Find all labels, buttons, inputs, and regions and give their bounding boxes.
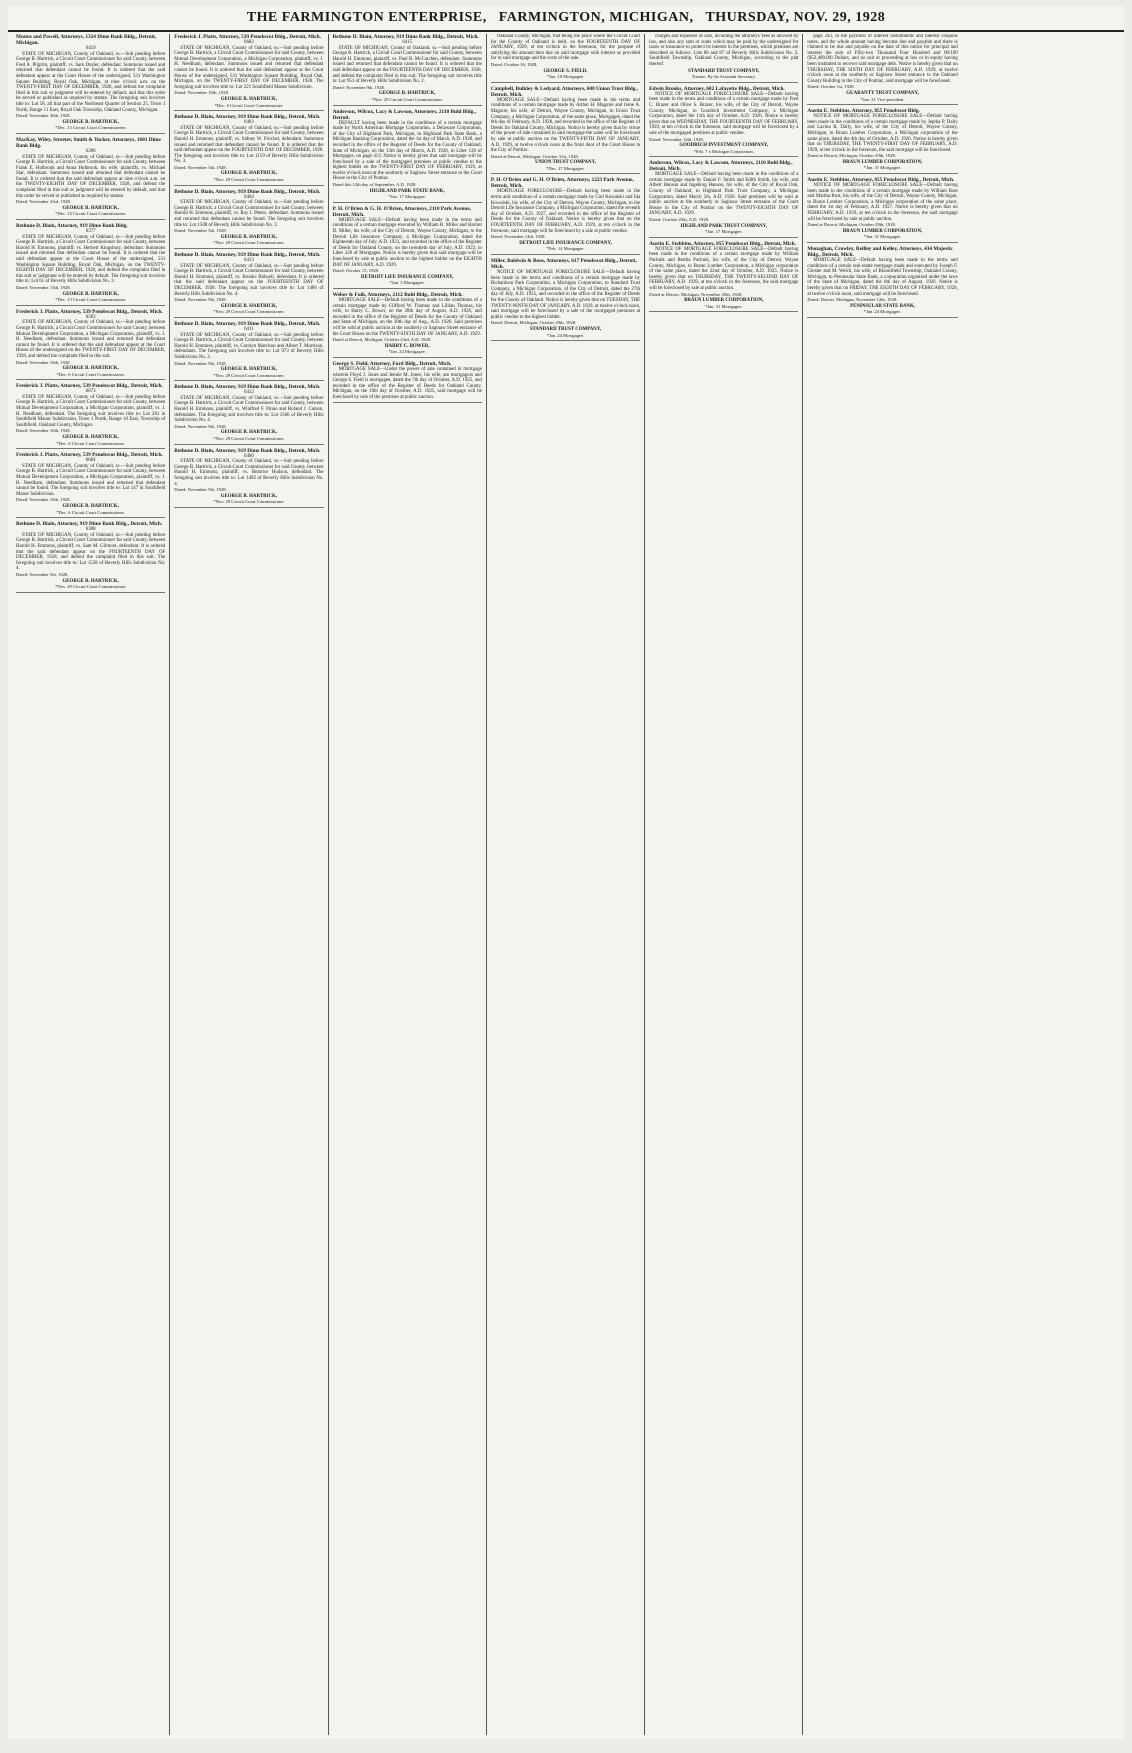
legal-notice xyxy=(16,223,165,306)
notice-body: STATE OF MICHIGAN, County of Oakland, ss.—Suit pending before George B. Hartrick, a Circuit Court Commissioner for said County, between Harold H. Emmons, plaintiff, vs. Sam M. Gilmore, defendant. It is ordered that the said defendant appear on the FOURTEENTH DAY OF DECEMBER, 1928, and defend the complaint filed in this suit. The foregoing suit involves title to: Lot 1558 of Beverly Hills Subdivision No. 4. xyxy=(16,532,166,572)
legal-notice xyxy=(491,86,640,175)
notice-signer-title: *Nov. 29 Circuit Court Commissioner. xyxy=(213,372,285,378)
notice-attorney: MacKay, Wiley, Streeter, Smith & Tucker, Attorneys, 1601 Dime Bank Bldg. xyxy=(16,136,161,149)
notice-body: NOTICE OF MORTGAGE FORECLOSURE SALE—Default having been made in the terms and conditions of a certain mortgage made by Fred C. Brazer and Olive S. Brazer, his wife, of the City of Detroit, Wayne County, Michigan, to Goodrich Investment Company, a Michigan Corporation, dated the 11th day of October, A.D. 1926. Notice is hereby given that on WEDNESDAY, THE FOURTEENTH DAY OF FEBRUARY, 1929, at ten o'clock in the forenoon, said mortgage will be foreclosed by a sale of the mortgaged premises at public vendue. xyxy=(649,91,799,136)
notice-signer-title: Trustee, By Its Assistant Secretary. xyxy=(691,74,756,80)
legal-notice xyxy=(649,34,798,83)
notice-date: Dated: November 9th, 1928. xyxy=(332,84,385,90)
notice-number: 6583 xyxy=(85,314,96,320)
notice-body: STATE OF MICHIGAN, County of Oakland, ss.—Suit pending before George B. Hartrick, a Circuit Court Commissioner for said County, between Fred A. Pilgrim, plaintiff, vs. Sam Dozier, defendant. Summons issued and returned that defendant cannot be found. It is ordered that the said defendant appear at the Court House of the undersigned, 531 Washington Square Building, Royal Oak, Michigan, at nine o'clock a.m. on the TWENTY-FIRST DAY OF DECEMBER, 1928, and defend the complaint filed in this suit or judgment will be entered by default, and that this order be served or published as required by statute. The foregoing suit involves title to: Lot 58, all that part of the Northeast Quarter of Section 25, Town 1 North, Range 11 East, Royal Oak Township, Oakland County, Michigan. xyxy=(16,51,166,113)
notice-number: 6415 xyxy=(402,40,413,45)
column-2 xyxy=(170,34,328,1735)
legal-notice xyxy=(16,309,165,381)
notice-date: Dated: November 5th, 1928. xyxy=(174,228,227,234)
notice-signature: DETROIT LIFE INSURANCE COMPANY, xyxy=(360,274,454,280)
newspaper-page xyxy=(8,6,1124,1739)
notice-attorney: Campbell, Bulkley & Ledyard, Attorneys, 600 Union Trust Bldg., Detroit, Mich. xyxy=(490,85,638,98)
notice-attorney: Bethune D. Blain, Attorney, 919 Dime Bank Bldg., Detroit, Mich. xyxy=(174,447,321,454)
notice-body: NOTICE OF MORTGAGE FORECLOSURE SALE—Default having been made in the conditions of a certain mortgage made by Jeptha P. Dally and Lavina R. Dally, his wife, of the City of Detroit, Wayne County, Michigan, to Braun Lumber Corporation, a Michigan corporation of the same place, dated the 4th day of October, A.D. 1926. Notice is hereby given that on THURSDAY, THE TWENTY-FIRST DAY OF FEBRUARY, A.D. 1929, at ten o'clock in the forenoon, the said mortgage will be foreclosed. xyxy=(807,114,958,153)
notice-signer-title: *Nov. 29 Circuit Court Commissioner. xyxy=(55,584,127,590)
notice-date: Dated: October 1st, 1928. xyxy=(807,84,855,90)
legal-notice xyxy=(649,160,798,238)
notice-number: 6684 xyxy=(85,458,96,464)
notice-signer-title: *Jan. 31 Mortgagee. xyxy=(705,303,743,309)
legal-notice xyxy=(333,109,482,203)
notice-body: STATE OF MICHIGAN, County of Oakland, ss.—Suit pending before George B. Hartrick, a Circuit Court Commissioner for said County, between Frank E. Holbrook and Anna Holbrook, his wife, plaintiffs, vs. Michael Star, defendant. Summons issued and returned that defendant cannot be found. It is ordered that the said defendant appear at nine o'clock a.m. on the TWENTY-EIGHTH DAY OF DECEMBER, 1928, and defend the complaint filed in this suit or judgment will be entered by default, and that this order be served or published as required by statute. xyxy=(16,154,166,199)
notice-signature: GEORGE B. HARTRICK, xyxy=(62,503,119,509)
notice-signer-title: *Dec. 6 Circuit Court Commissioner. xyxy=(56,440,125,446)
notice-date: Dated at Detroit, Michigan, October 31st, 1928. xyxy=(490,153,579,159)
legal-notice xyxy=(491,34,640,83)
notice-date: Dated: October 16, 1928. xyxy=(490,61,538,67)
notice-attorney: Frederick J. Platts, Attorney, 539 Penobscot Bldg., Detroit, Mich. xyxy=(16,308,163,315)
notice-attorney: Munro and Powell, Attorneys, 1324 Dime Bank Bldg., Detroit, Michigan. xyxy=(16,34,157,46)
notice-signer-title: *Jan. 10 Mortgagee. xyxy=(546,74,585,80)
notice-signer-title: *Jan. 17 Mortgagee. xyxy=(388,194,426,200)
notice-body: page 243, in the payment of interest installments and interest coupons notes, and the whole amount having become due and payable and there is claimed to be due and payable on the date of this notice for principal and interest the sum of Fifty-two Thousand Four Hundred and 00/100 ($52,400.00) Dollars, and no suit or proceeding at law or in equity having been instituted to recover said mortgage debt. Notice is hereby given that on THURSDAY, THE SIXTH DAY OF FEBRUARY, A.D. 1929, at twelve o'clock noon at the southerly or Saginaw Street entrance to the Oakland County Building in the City of Pontiac, said mortgage will be foreclosed. xyxy=(807,34,958,84)
notice-signature: GEORGE B. HARTRICK, xyxy=(62,205,119,211)
notice-body: STATE OF MICHIGAN, County of Oakland, ss.—Suit pending before George B. Hartrick, a Circuit Court Commissioner for said County, between Mutual Development Corporation, a Michigan Corporation, plaintiff, vs. J. H. Needham, defendant. Summons issued and returned that defendant cannot be found. The foregoing suit involves title to: Lot 147 in Southfield Manor Subdivision. xyxy=(16,463,166,497)
notice-signer-title: *Jan. 3 Mortgagee. xyxy=(389,280,425,286)
legal-notice xyxy=(16,452,165,518)
notice-body: STATE OF MICHIGAN, County of Oakland, ss.—Suit pending before George B. Hartrick, a Circuit Court Commissioner for said County, between Mutual Development Corporation, a Michigan Corporation, plaintiff, vs. J. H. Needham, defendant. Summons issued and returned that defendant cannot be found. It is ordered that the said defendant appear at the Court House of the undersigned, 531 Washington Square Building, Royal Oak, Michigan, on the TWENTY-FIRST DAY OF DECEMBER, 1928. The foregoing suit involves title to: Lot 221 Southfield Manor Subdivision. xyxy=(174,45,324,90)
notice-signer-title: *Feb. 14 Mortgagee. xyxy=(546,246,585,252)
legal-notice xyxy=(333,34,482,106)
notice-signer-title: *Jan. 17 Mortgagee. xyxy=(705,229,743,235)
notice-number: 6306 xyxy=(85,148,96,154)
notice-signer-title: *Nov. 29 Circuit Court Commissioner. xyxy=(213,309,285,315)
notice-date: Dated: October 15, 1928. xyxy=(332,268,380,274)
notice-attorney: Weber & Fuik, Attorneys, 2112 Buhl Bldg., Detroit, Mich. xyxy=(332,291,463,298)
notice-signer-title: *Nov. 29 Circuit Court Commissioner. xyxy=(213,436,285,442)
notice-signature: GEORGE B. HARTRICK, xyxy=(62,366,119,372)
notice-attorney: Austin E. Stebbins, Attorney, 855 Penobscot Bldg. xyxy=(807,108,920,115)
notice-signer-title: *Jan. 24 Mortgagee. xyxy=(546,332,585,338)
notice-signature: GOODRICH INVESTMENT COMPANY, xyxy=(679,143,769,149)
notice-date: Dated: November 9th, 1928. xyxy=(174,423,227,429)
notice-signature: GEORGE S. FIELD, xyxy=(543,68,588,74)
notice-date: Dated: Detroit, Michigan, November 12th, 1928. xyxy=(807,297,898,303)
legal-notice xyxy=(16,383,165,449)
notice-signature: STANDARD TRUST COMPANY, xyxy=(529,326,602,332)
legal-notice xyxy=(174,34,323,111)
legal-notice xyxy=(16,137,165,220)
legal-notice xyxy=(807,177,957,243)
notice-number: 6377 xyxy=(85,229,96,235)
notice-signer-title: *Jan. 31 Mortgagee. xyxy=(863,165,902,171)
legal-notice xyxy=(807,246,957,318)
notice-number: 6404 xyxy=(244,194,254,200)
legal-notice xyxy=(333,292,482,358)
notice-signature: GEORGE B. HARTRICK, xyxy=(62,119,119,125)
column-4 xyxy=(487,34,645,1735)
notice-body: MORTGAGE SALE—Under the power of sale contained in mortgage wherein Floyd J. Jones and Jennie M. Jones, his wife, are mortgagors and George S. Field is mortgagee, dated the 7th day of October, A.D. 1925, and recorded in the office of the Register of Deeds for Oakland County, Michigan, on the 10th day of October, A.D. 1925, said mortgage will be foreclosed by sale of the premises at public auction. xyxy=(332,366,482,400)
notice-number: 6400 xyxy=(244,453,254,459)
notice-body: MORTGAGE SALE—Default having been made in the conditions of a certain mortgage made by Daniel F. Smith and Edith Smith, his wife, and Albert Hanson and Ingeborg Hanson, his wife, of the City of Royal Oak, County of Oakland, to Highland Park Trust Company, a Michigan Corporation, dated March 5th, A.D. 1926. Said premises will be sold at public auction at the southerly or Saginaw Street entrance of the Court House in the City of Pontiac on the TWENTY-EIGHTH DAY OF JANUARY, A.D. 1929. xyxy=(649,172,799,217)
legal-notice-columns xyxy=(12,34,1120,1735)
legal-notice xyxy=(16,521,165,593)
notice-attorney: Edwin Brooks, Attorney, 602 Lafayette Bldg., Detroit, Mich. xyxy=(649,85,785,92)
notice-number: 6419 xyxy=(85,46,96,51)
notice-body: STATE OF MICHIGAN, County of Oakland, ss.—Suit pending before George B. Hartrick, a Circuit Court Commissioner for said County, between Mutual Development Corporation, a Michigan Corporation, plaintiff, vs. J. H. Needham, defendant. The foregoing suit involves title to: Lot 281 in Southfield Manor Subdivision, Town 1 North, Range 10 East, Township of Southfield, Oakland County, Michigan. xyxy=(16,394,166,428)
notice-attorney: Bethune D. Blain, Attorney, 919 Dime Bank Bldg., Detroit, Mich. xyxy=(174,384,321,391)
notice-signer-title: *Dec. 13 Circuit Court Commissioner. xyxy=(55,125,127,131)
notice-number: 6412 xyxy=(244,390,254,396)
notice-body: MORTGAGE SALE—Default having been made in the terms and conditions of a certain mortgage executed by William B. Miller and Harriet D. Miller, his wife, of the City of Detroit, Wayne County, Michigan, to the Detroit Life Insurance Company, a Michigan Corporation, dated the Eighteenth day of July, A.D. 1923, and recorded in the office of the Register of Deeds for Oakland County, on the twentieth day of July, A.D. 1923, in Liber 228 of Mortgages. Notice is hereby given that said mortgage will be foreclosed by sale at public auction to the highest bidder on the EIGHTH DAY OF JANUARY, A.D. 1929. xyxy=(332,217,482,268)
notice-attorney: Frederick J. Platts, Attorney, 539 Penobscot Bldg., Detroit, Mich. xyxy=(16,452,163,459)
notice-signature: GEORGE B. HARTRICK, xyxy=(220,171,278,177)
masthead xyxy=(8,6,1124,32)
notice-date: Dated: November 5th, 1928. xyxy=(174,164,227,170)
notice-signature: UNION TRUST COMPANY, xyxy=(535,160,596,166)
legal-notice xyxy=(174,114,323,186)
notice-date: Dated at Detroit, Michigan, October 29th, 1928. xyxy=(807,153,896,159)
notice-date: Dated: November 9th, 1928. xyxy=(174,360,227,366)
notice-body: STATE OF MICHIGAN, County of Oakland, ss.—Suit pending before George B. Hartrick, a Circuit Court Commissioner for said County, between Harold H. Emmons, plaintiff, vs. Brooks Bidwell, defendant. It is ordered that the said defendant appear on the FOURTEENTH DAY OF DECEMBER, 1928. The foregoing suit involves title to: Lot 1486 of Beverly Hills Subdivision No. 4. xyxy=(174,263,324,297)
notice-attorney: Austin E. Stebbins, Attorney, 855 Penobscot Bldg., Detroit, Mich. xyxy=(649,240,797,247)
notice-signature: GEORGE B. HARTRICK, xyxy=(62,435,119,441)
notice-signature: GEORGE B. HARTRICK, xyxy=(220,303,278,309)
notice-number: 6388 xyxy=(85,527,96,533)
notice-signature: HIGHLAND PARK STATE BANK, xyxy=(369,188,445,194)
legal-notice xyxy=(333,206,482,289)
notice-body: STATE OF MICHIGAN, County of Oakland, ss.—Suit pending before George B. Hartrick, a Circuit Court Commissioner for said County, between Harold H. Emmons, plaintiff, vs. Ray J. Peters, defendant. Summons issued and returned that defendant cannot be found. The foregoing suit involves title to: Lot 1508 of Beverly Hills Subdivision No. 3. xyxy=(174,200,324,228)
notice-date: Dated: November 10th, 1928. xyxy=(16,359,71,365)
legal-notice xyxy=(807,34,957,105)
notice-signer-title: *Nov. 29 Circuit Court Commissioner. xyxy=(371,96,443,102)
notice-signer-title: *Dec. 27 Mortgagee. xyxy=(546,165,585,171)
legal-notice xyxy=(333,361,482,404)
notice-signer-title: *Feb. 7 a Michigan Corporation. xyxy=(693,148,754,154)
notice-signer-title: *Nov. 29 Circuit Court Commissioner. xyxy=(213,499,285,505)
notice-signature: STANDARD TRUST COMPANY, xyxy=(688,68,760,74)
notice-body: charges and expenses of sale, including the attorneys' fees as allowed by law, and also any sum or sums which may be paid by the undersigned for taxes or insurance to protect its interest in the premises, which premises are described as follows: Lots 86 and 87 of Beverly Hills Subdivision No. 2, Southfield Township, Oakland County, Michigan, according to the plat thereof. xyxy=(649,34,799,67)
notice-body: MORTGAGE SALE—Default having been made in the terms and conditions of a certain mortgage made by Arthur H. Maguire and Irene A. Maguire, his wife, of Detroit, Wayne County, Michigan, to Union Trust Company, a Michigan Corporation, of the same place, Mortgagee, dated the 6th day of February, A.D. 1928, and recorded in the office of the Register of Deeds for Oakland County, Michigan. Notice is hereby given that by virtue of the power of sale contained in said mortgage the same will be foreclosed by sale at public auction on the TWENTY-FIFTH DAY OF JANUARY, A.D. 1929, at twelve o'clock noon at the front door of the Court House in the City of Pontiac. xyxy=(490,97,641,154)
notice-body: STATE OF MICHIGAN, County of Oakland, ss.—Suit pending before George B. Hartrick, a Circuit Court Commissioner for said County, between Harold H. Emmons, plaintiff, vs. Carolyn Morrison and Albert T. Morrison, defendants. The foregoing suit involves title to: Lot 973 of Beverly Hills Subdivision No. 2. xyxy=(174,332,324,360)
notice-signature: DETROIT LIFE INSURANCE COMPANY, xyxy=(519,240,612,246)
legal-notice xyxy=(174,384,323,444)
notice-number: 6682 xyxy=(244,40,254,45)
notice-date: Dated: November 9th, 1928. xyxy=(174,487,227,493)
notice-signer-title: *Jan. 31 Mortgagee. xyxy=(863,234,902,240)
notice-signature: HARRY C. BOWER, xyxy=(384,343,430,349)
legal-notice xyxy=(649,241,798,313)
notice-number: 6673 xyxy=(85,389,96,395)
notice-attorney: Bethune D. Blain, Attorney, 919 Dime Bank Bldg., Detroit, Mich. xyxy=(174,188,321,195)
notice-date: Dated: November 10th, 1928. xyxy=(174,90,230,96)
notice-attorney: Frederick J. Platts, Attorney, 539 Penobscot Bldg., Detroit, Mich. xyxy=(174,34,322,40)
notice-date: Dated: November 10th, 1928. xyxy=(16,497,71,503)
notice-body: NOTICE OF MORTGAGE FORECLOSURE SALE—Default having been made in the terms and conditions of a certain mortgage made by Richardson Park Corporation, a Michigan Corporation, to Standard Trust Company, a Michigan Corporation, of the City of Detroit, dated the 27th day of July, A.D. 1925, and recorded in the office of the Register of Deeds for the County of Oakland. Notice is hereby given that on TUESDAY, THE TWENTY-NINTH DAY OF JANUARY, A.D. 1929, at twelve o'clock noon, said mortgage will be foreclosed by a sale of the mortgaged premises at public vendue to the highest bidder. xyxy=(490,270,641,320)
notice-body: STATE OF MICHIGAN, County of Oakland, ss.—Suit pending before George B. Hartrick, a Circuit Court Commissioner for said County, between Harold H. Emmons, plaintiff, vs. Sidney W. Fritchel, defendant. Summons issued and returned that defendant cannot be found. It is ordered that the said defendant appear on the FOURTEENTH DAY OF DECEMBER, 1928. The foregoing suit involves title to: Lot 1159 of Beverly Hills Subdivision No. 3. xyxy=(174,125,324,165)
legal-notice xyxy=(174,321,323,381)
notice-attorney: Anderson, Wilcox, Lacy & Lawson, Attorneys, 2110 Buhl Bldg., Detroit. xyxy=(332,108,476,121)
notice-date: Dated: November 5th, 1928. xyxy=(16,571,69,577)
notice-attorney: Austin E. Stebbins, Attorney, 855 Penobscot Bldg., Detroit, Mich. xyxy=(807,177,955,184)
notice-date: Dated: Detroit, Michigan, October 29th, 1928. xyxy=(490,320,577,326)
notice-date: Dated at Detroit, Michigan, October 29th, 1928. xyxy=(807,222,896,228)
notice-attorney: Bethune D. Blain, Attorney, 919 Dime Bank Bldg., Detroit, Mich. xyxy=(16,521,163,528)
notice-date: Dated: October 25th, A.D. 1928. xyxy=(649,217,710,223)
notice-signer-title: *Dec. 6 Circuit Court Commissioner. xyxy=(214,102,284,108)
legal-notice xyxy=(491,258,640,341)
notice-signature: GEORGE B. HARTRICK, xyxy=(220,367,278,373)
notice-signature: BRAUN LUMBER CORPORATION, xyxy=(684,298,764,304)
notice-body: DEFAULT having been made in the conditions of a certain mortgage made by North American Mortgage Corporation, a Delaware Corporation, of the City of Highland Park, Michigan, to Highland Park State Bank, a Michigan Banking Corporation, dated the 1st day of March, A.D. 1928, and recorded in the office of the Register of Deeds for the County of Oakland, State of Michigan, on the 13th day of March, A.D. 1928, in Liber 120 of Mortgages, on page 413. Notice is hereby given that said mortgage will be foreclosed by a sale of the mortgaged premises at public vendue to the highest bidder on the TWENTY-FIRST DAY OF FEBRUARY, 1929, at twelve o'clock noon at the southerly or Saginaw Street entrance to the Court House in the City of Pontiac. xyxy=(332,120,482,182)
notice-signature: GEORGE B. HARTRICK, xyxy=(220,96,278,102)
notice-body: STATE OF MICHIGAN, County of Oakland, ss.—Suit pending before George B. Hartrick, a Circuit Court Commissioner for said County, between Mutual Development Corporation, a Michigan Corporation, plaintiff, vs. J. H. Needham, defendant. Summons issued and returned that defendant cannot be found. It is ordered that the said defendant appear at the Court House of the undersigned on the TWENTY-FIRST DAY OF DECEMBER, 1928, and defend the complaint filed in this suit. xyxy=(16,320,166,359)
notice-attorney: Miller, Baldwin & Boos, Attorneys, 617 Penobscot Bldg., Detroit, Mich. xyxy=(490,258,637,270)
notice-signer-title: *Jan. 24 Mortgagee. xyxy=(388,349,426,355)
notice-attorney: P. H. O'Brien & G. H. O'Brien, Attorneys, 2110 Park Avenue, Detroit, Mich. xyxy=(332,205,472,218)
notice-attorney: Bethune D. Blain, Attorney, 919 Dime Bank Bldg., Detroit, Mich. xyxy=(174,320,321,327)
notice-signature: HIGHLAND PARK TRUST COMPANY, xyxy=(680,223,767,229)
notice-date: Dated: November 15th, 1928. xyxy=(16,284,71,290)
notice-date: Dated at Detroit, Michigan, October 23rd, A.D. 1928. xyxy=(332,337,432,343)
notice-body: NOTICE OF MORTGAGE FORECLOSURE SALE—Default having been made in the conditions of a certain mortgage made by William Rost and Martha Rost, his wife, of the City of Detroit, Wayne County, Michigan, to Braun Lumber Corporation, a Michigan corporation of the same place, dated the 1st day of February, A.D. 1927. Notice is hereby given that on FEBRUARY, A.D. 1929, at ten o'clock in the forenoon, the said mortgage will be foreclosed by sale at public auction. xyxy=(807,183,958,222)
notice-signer-title: *Dec. 13 Circuit Court Commissioner. xyxy=(55,211,127,217)
notice-signature: BRAUN LUMBER CORPORATION, xyxy=(842,159,923,165)
notice-date: Dated: November 10th, 1928. xyxy=(16,428,71,434)
notice-attorney: Bethune D. Blain, Attorney, 919 Dime Bank Bldg., Detroit, Mich. xyxy=(332,34,479,40)
notice-body: STATE OF MICHIGAN, County of Oakland, ss.—Suit pending before George B. Hartrick, a Circuit Court Commissioner for said County, between Harold H. Emmons, plaintiff, vs. Winifred F. Pinno and Roland J. Carson, defendants. The foregoing suit involves title to: Lot 1566 of Beverly Hills Subdivision No. 4. xyxy=(174,395,324,424)
notice-body: STATE OF MICHIGAN, County of Oakland, ss.—Suit pending before George B. Hartrick, a Circuit Court Commissioner for said County, between Harold H. Emmons, plaintiff, vs. Herbert Kingsbury, defendant. Summons issued and returned that defendant cannot be found. It is ordered that the said defendant appear at the Court House of the undersigned, 531 Washington Square Building, Royal Oak, Michigan, on the TWENTY-EIGHTH DAY OF DECEMBER, 1928, and defend the complaint filed in this suit or judgment will be entered by default. The foregoing suit involves title to: Lot 61 of Beverly Hills Subdivision No. 3. xyxy=(16,234,166,285)
notice-number: 6411 xyxy=(244,326,254,332)
notice-signature: BRAUN LUMBER CORPORATION, xyxy=(842,228,923,234)
notice-signature: GEORGE B. HARTRICK, xyxy=(62,291,119,297)
notice-attorney: Bethune D. Blain, Attorney, 919 Dime Bank Bldg., Detroit, Mich. xyxy=(174,114,321,121)
notice-body: MORTGAGE FORECLOSURE—Default having been made in the terms and conditions of a certain mortgage made by Carl Kowalski and Ida Kowalski, his wife, of the City of Detroit, Wayne County, Michigan, to the Detroit Life Insurance Company, a Michigan Corporation, dated the seventh day of October, A.D. 1927, and recorded in the office of the Register of Deeds for the County of Oakland. Notice is hereby given that on the FOURTEENTH DAY OF FEBRUARY, A.D. 1929, at ten o'clock in the forenoon, said mortgage will be foreclosed by a sale at public vendue. xyxy=(490,189,641,234)
legal-notice xyxy=(807,108,957,174)
notice-body: STATE OF MICHIGAN, County of Oakland, ss.—Suit pending before George B. Hartrick, a Circuit Court Commissioner for said County, between Harold H. Emmons, plaintiff, vs. Beatrice Hudson, defendant. The foregoing suit involves title to: Lot 1492 of Beverly Hills Subdivision No. 4. xyxy=(174,459,324,487)
notice-signature: GEORGE B. HARTRICK, xyxy=(220,493,278,499)
notice-attorney: P. H. O'Brien and G. H. O'Brien, Attorneys, 1223 Park Avenue, Detroit, Mich. xyxy=(490,177,634,190)
legal-notice xyxy=(174,448,323,508)
paper-place: FARMINGTON, MICHIGAN, xyxy=(498,10,694,25)
notice-attorney: George S. Field, Attorney, Ford Bldg., Detroit, Mich. xyxy=(332,360,452,367)
notice-signature: GEORGE B. HARTRICK, xyxy=(62,578,119,584)
notice-date: Dated this 12th day of September, A.D. 1928. xyxy=(332,182,417,188)
notice-signer-title: *Jan. 24 Mortgagee. xyxy=(863,309,902,315)
notice-date: Dated: November 30th, 1928. xyxy=(16,113,71,119)
notice-body: MORTGAGE SALE—Default having been made in the terms and conditions of a certain real estate mortgage made and executed by Joseph F. Gloster and M. Welch, his wife, of Bloomfield Township, Oakland County, Michigan, to Peninsular State Bank, a corporation organized under the laws of the State of Michigan, dated the 6th day of August, 1926. Notice is hereby given that on FRIDAY, THE EIGHTH DAY OF FEBRUARY, 1929, at twelve o'clock noon, said mortgage will be foreclosed. xyxy=(807,258,958,297)
notice-date: Dated at Detroit, Michigan, November 29th, 1928. xyxy=(649,291,743,297)
notice-date: Dated: November 23rd, 1928. xyxy=(16,199,71,205)
notice-date: Dated: November 14th, 1928. xyxy=(490,234,546,240)
notice-signature: GUARANTY TRUST COMPANY, xyxy=(846,90,919,96)
legal-notice xyxy=(16,34,165,134)
notice-signer-title: *Dec. 6 Circuit Court Commissioner. xyxy=(56,509,125,515)
notice-signer-title: *Dec. 6 Circuit Court Commissioner. xyxy=(56,371,125,377)
notice-signer-title: *Nov. 29 Circuit Court Commissioner. xyxy=(213,177,285,183)
notice-signature: GEORGE B. HARTRICK, xyxy=(220,430,278,436)
column-1 xyxy=(12,34,170,1735)
legal-notice xyxy=(174,189,323,249)
notice-signer-title: *Nov. 29 Circuit Court Commissioner. xyxy=(213,240,285,246)
notice-body: NOTICE OF MORTGAGE FORECLOSURE SALE—Default having been made in the conditions of a certain mortgage made by William Pachnik and Bertha Pachnik, his wife, of the City of Detroit, Wayne County, Michigan, to Braun Lumber Corporation, a Michigan corporation of the same place, dated the 22nd day of October, A.D. 1925. Notice is hereby given that on THURSDAY, THE TWENTY-SECOND DAY OF FEBRUARY, A.D. 1929, at ten o'clock in the forenoon, the said mortgage will be foreclosed by sale at public auction. xyxy=(649,246,799,291)
paper-name: THE FARMINGTON ENTERPRISE, xyxy=(246,10,487,25)
legal-notice xyxy=(491,177,640,255)
notice-attorney: Bethune D. Blain, Attorney, 919 Dime Bank Bldg. xyxy=(16,223,128,230)
notice-attorney: Anderson, Wilcox, Lacy & Lawson, Attorneys, 2110 Buhl Bldg., Detroit, Mich. xyxy=(649,160,793,173)
column-3 xyxy=(329,34,487,1735)
notice-body: MORTGAGE SALE—Default having been made in the conditions of a certain mortgage made by Clifford W. Thomas and Lillian Thomas, his wife, to Harry C. Bower, on the 28th day of August, A.D. 1926, and recorded in the office of the Register of Deeds for the County of Oakland and State of Michigan, on the 30th day of Aug., A.D. 1926. Said premises will be sold at public auction at the southerly or Saginaw Street entrance of the Court House on the TWENTY-SIXTH DAY OF JANUARY, A.D. 1929. xyxy=(332,297,482,337)
notice-number: 6403 xyxy=(244,120,254,126)
notice-signature: GEORGE B. HARTRICK, xyxy=(220,234,278,240)
notice-signature: GEORGE B. HARTRICK, xyxy=(379,91,436,97)
column-6 xyxy=(803,34,961,1735)
notice-signature: PENINSULAR STATE BANK, xyxy=(850,303,915,309)
notice-signer-title: *Dec. 13 Circuit Court Commissioner. xyxy=(55,297,127,303)
column-5 xyxy=(645,34,803,1735)
notice-number: 6413 xyxy=(244,258,254,263)
notice-attorney: Bethune D. Blain, Attorney, 919 Dime Bank Bldg., Detroit, Mich. xyxy=(174,252,321,258)
legal-notice xyxy=(649,86,798,158)
notice-body: Oakland County, Michigan, that being the place where the Circuit Court for the County of Oakland is held, on the FOURTEENTH DAY OF JANUARY, 1929, at ten o'clock in the forenoon, for the purpose of satisfying the amount then due on said mortgage with interest as provided for in said mortgage and the costs of the sale. xyxy=(490,34,641,62)
notice-attorney: Monaghan, Crowley, Reilley and Kelley, Attorneys, 434 Majestic Bldg., Detroit, Mich. xyxy=(807,246,953,258)
paper-date: THURSDAY, NOV. 29, 1928 xyxy=(705,10,886,25)
notice-date: Dated: November 9th, 1928. xyxy=(174,297,227,303)
notice-date: Dated: November 14th, 1928. xyxy=(649,136,704,142)
legal-notice xyxy=(174,252,323,318)
notice-attorney: Frederick J. Platts, Attorney, 539 Penobscot Bldg., Detroit, Mich. xyxy=(16,383,163,390)
notice-body: STATE OF MICHIGAN, County of Oakland, ss.—Suit pending before George B. Hartrick, a Circuit Court Commissioner for said County, between Harold H. Emmons, plaintiff, vs. Paul R. McCutchen, defendant. Summons issued and returned that defendant cannot be found. It is ordered that the said defendant appear on the FOURTEENTH DAY OF DECEMBER, 1928, and defend the complaint filed in this suit. The foregoing suit involves title to: Lot 951 of Beverly Hills Subdivision No. 2. xyxy=(332,45,482,85)
notice-signer-title: *Jan. 31 Vice-president. xyxy=(860,96,905,102)
